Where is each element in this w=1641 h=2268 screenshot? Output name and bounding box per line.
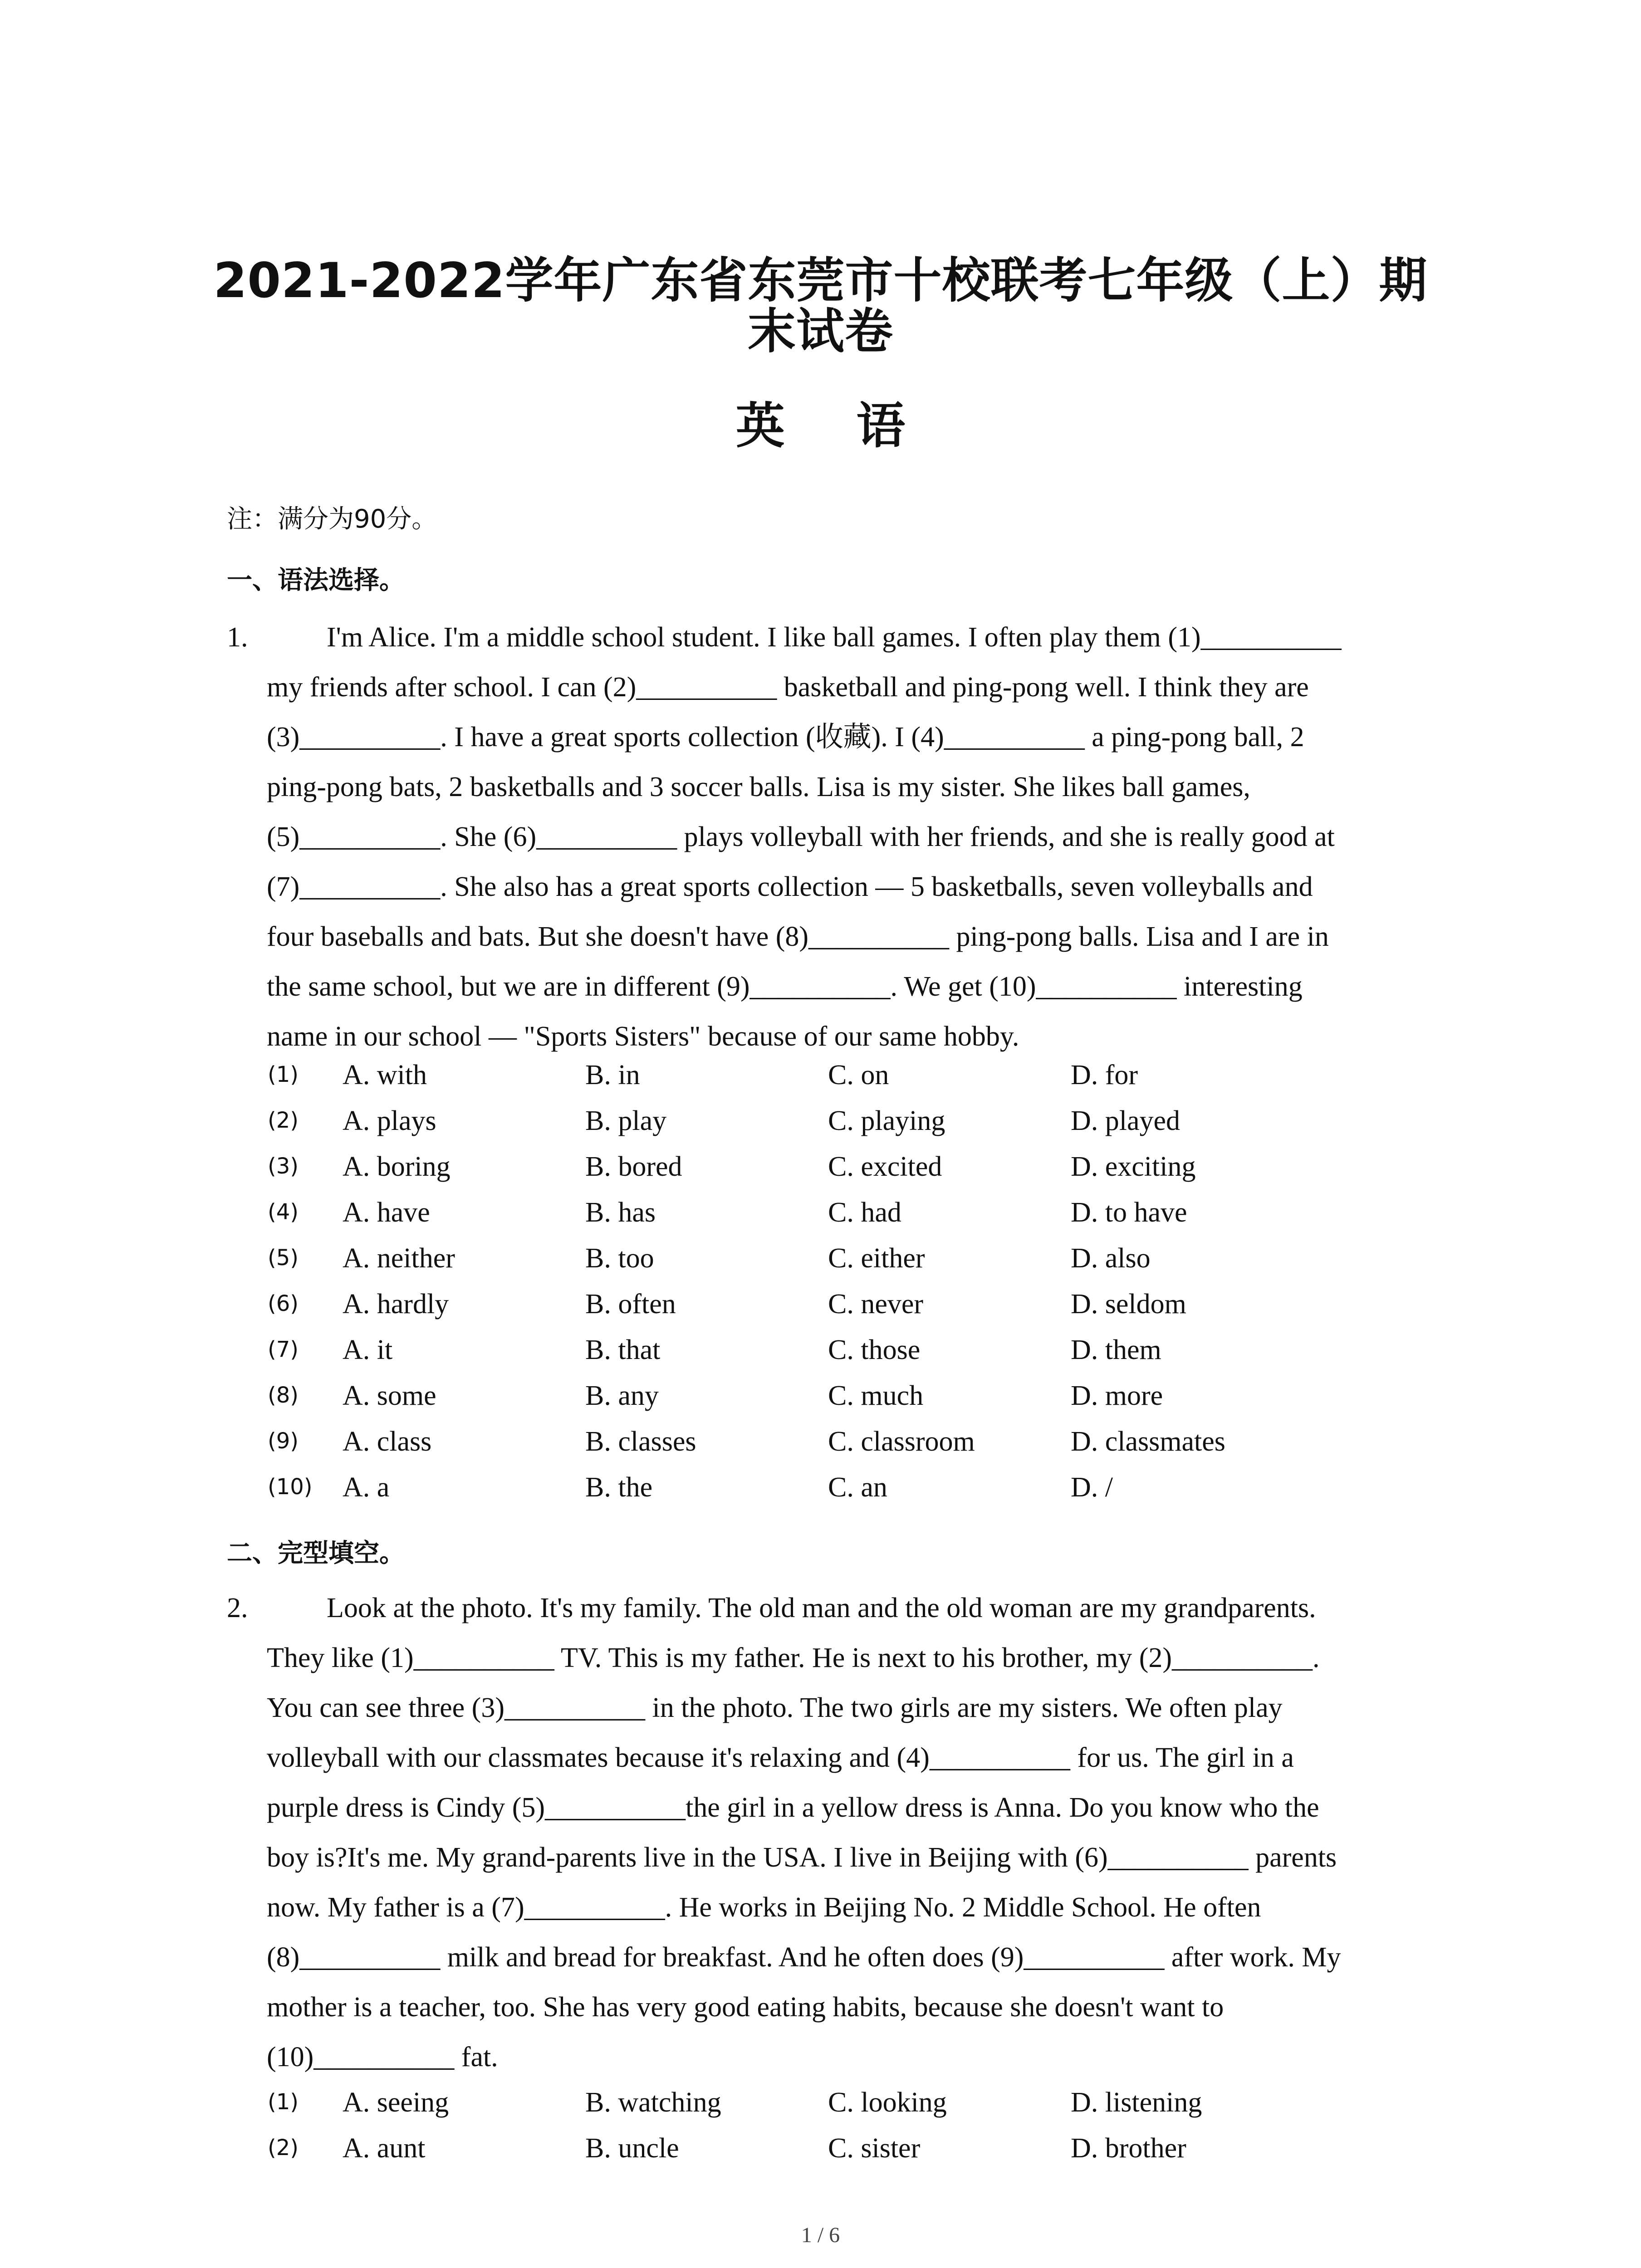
option-b: B. in [585,1060,640,1090]
option-row [227,1334,1452,1379]
passage-line: I'm Alice. I'm a middle school student. I like ball games. I often play them (1)__________ [327,622,1342,653]
option-row [227,1380,1452,1425]
option-c: C. on [828,1060,889,1090]
passage-line: (10)__________ fat. [267,2042,498,2072]
passage-line: now. My father is a (7)__________. He works in Beijing No. 2 Middle School. He often [267,1892,1261,1923]
option-c: C. those [828,1334,921,1365]
section2-passage [227,1583,1452,2087]
option-a: A. have [343,1197,430,1228]
subject-heading: 英 语 [735,398,933,455]
option-row [227,1426,1452,1471]
option-b: B. classes [585,1426,696,1457]
option-number: (3) [268,1154,299,1179]
passage-line: name in our school — "Sports Sisters" because of our same hobby. [267,1021,1019,1052]
option-c: C. classroom [828,1426,975,1457]
option-number: (2) [268,1108,299,1133]
option-row [227,2087,1452,2132]
option-d: D. more [1071,1380,1163,1411]
option-row [227,1151,1452,1196]
option-b: B. any [585,1380,659,1411]
option-a: A. with [343,1060,427,1090]
section2-heading: 二、完型填空。 [227,1539,405,1568]
option-d: D. to have [1071,1197,1187,1228]
option-number: (6) [268,1291,299,1316]
option-c: C. looking [828,2087,947,2118]
passage-line: They like (1)__________ TV. This is my father. He is next to his brother, my (2)__________. [267,1642,1320,1673]
option-a: A. it [343,1334,393,1365]
option-c: C. excited [828,1151,942,1182]
passage-line: volleyball with our classmates because it's relaxing and (4)__________ for us. The girl in a [267,1742,1294,1773]
passage-line: boy is?It's me. My grand-parents live in the USA. I live in Beijing with (6)__________ parents [267,1842,1337,1873]
passage-line: four baseballs and bats. But she doesn't have (8)__________ ping-pong balls. Lisa and I are in [267,921,1329,952]
question-number: 2. [227,1593,248,1623]
option-c: C. sister [828,2133,921,2164]
option-row [227,1059,1452,1105]
exam-title-line2: 末试卷 [748,303,893,359]
option-b: B. watching [585,2087,721,2118]
passage-line: purple dress is Cindy (5)__________the girl in a yellow dress is Anna. Do you know who the [267,1792,1319,1823]
option-d: D. / [1071,1472,1113,1503]
option-b: B. often [585,1289,676,1320]
score-note: 注：满分为90分。 [227,504,437,534]
option-number: (2) [268,2135,299,2160]
option-c: C. never [828,1289,924,1320]
option-d: D. exciting [1071,1151,1196,1182]
option-b: B. the [585,1472,653,1503]
section1-heading: 一、语法选择。 [227,566,405,595]
section1-passage [227,612,1452,1066]
option-number: (1) [268,2089,299,2115]
option-c: C. playing [828,1105,945,1136]
option-a: A. a [343,1472,390,1503]
section2-options [227,2087,1452,2182]
option-d: D. also [1071,1243,1151,1274]
passage-line: You can see three (3)__________ in the photo. The two girls are my sisters. We often play [267,1692,1283,1723]
option-a: A. neither [343,1243,455,1274]
passage-line: the same school, but we are in different (9)__________. We get (10)__________ interesting [267,971,1303,1002]
option-a: A. plays [343,1105,436,1136]
option-b: B. play [585,1105,667,1136]
option-number: (8) [268,1383,299,1408]
option-c: C. either [828,1243,925,1274]
option-a: A. some [343,1380,436,1411]
passage-line: mother is a teacher, too. She has very good eating habits, because she doesn't want to [267,1992,1224,2023]
option-row [227,1105,1452,1150]
section1-options [227,1059,1452,1517]
option-number: (9) [268,1428,299,1454]
option-row [227,1471,1452,1517]
page-number: 1 / 6 [801,2223,840,2247]
option-d: D. classmates [1071,1426,1225,1457]
option-row [227,2132,1452,2178]
option-number: (10) [268,1474,313,1500]
option-row [227,1288,1452,1334]
option-number: (5) [268,1245,299,1271]
option-d: D. seldom [1071,1289,1186,1320]
option-number: (4) [268,1199,299,1225]
option-b: B. has [585,1197,656,1228]
question-number: 1. [227,622,248,653]
option-a: A. boring [343,1151,451,1182]
option-d: D. for [1071,1060,1138,1090]
option-d: D. brother [1071,2133,1186,2164]
passage-line: (5)__________. She (6)__________ plays volleyball with her friends, and she is really good at [267,821,1335,852]
passage-line: my friends after school. I can (2)__________ basketball and ping-pong well. I think they are [267,672,1309,703]
option-c: C. had [828,1197,901,1228]
option-d: D. listening [1071,2087,1202,2118]
option-d: D. them [1071,1334,1161,1365]
option-a: A. seeing [343,2087,449,2118]
option-a: A. aunt [343,2133,426,2164]
option-c: C. much [828,1380,924,1411]
option-number: (1) [268,1062,299,1087]
option-c: C. an [828,1472,887,1503]
option-d: D. played [1071,1105,1181,1136]
passage-line: ping-pong bats, 2 basketballs and 3 soccer balls. Lisa is my sister. She likes ball games, [267,772,1250,802]
option-b: B. bored [585,1151,682,1182]
passage-line: (3)__________. I have a great sports collection (收藏). I (4)__________ a ping-pong ball, 2 [267,722,1304,753]
passage-line: Look at the photo. It's my family. The old man and the old woman are my grandparents. [327,1593,1316,1623]
option-a: A. class [343,1426,432,1457]
option-b: B. that [585,1334,661,1365]
option-row [227,1242,1452,1288]
passage-line: (7)__________. She also has a great sports collection — 5 basketballs, seven volleyballs and [267,871,1313,902]
option-b: B. too [585,1243,654,1274]
passage-line: (8)__________ milk and bread for breakfast. And he often does (9)__________ after work. My [267,1942,1341,1973]
option-number: (7) [268,1337,299,1362]
option-row [227,1197,1452,1242]
exam-title-line1: 2021-2022学年广东省东莞市十校联考七年级（上）期 [213,253,1428,308]
option-a: A. hardly [343,1289,449,1320]
option-b: B. uncle [585,2133,679,2164]
